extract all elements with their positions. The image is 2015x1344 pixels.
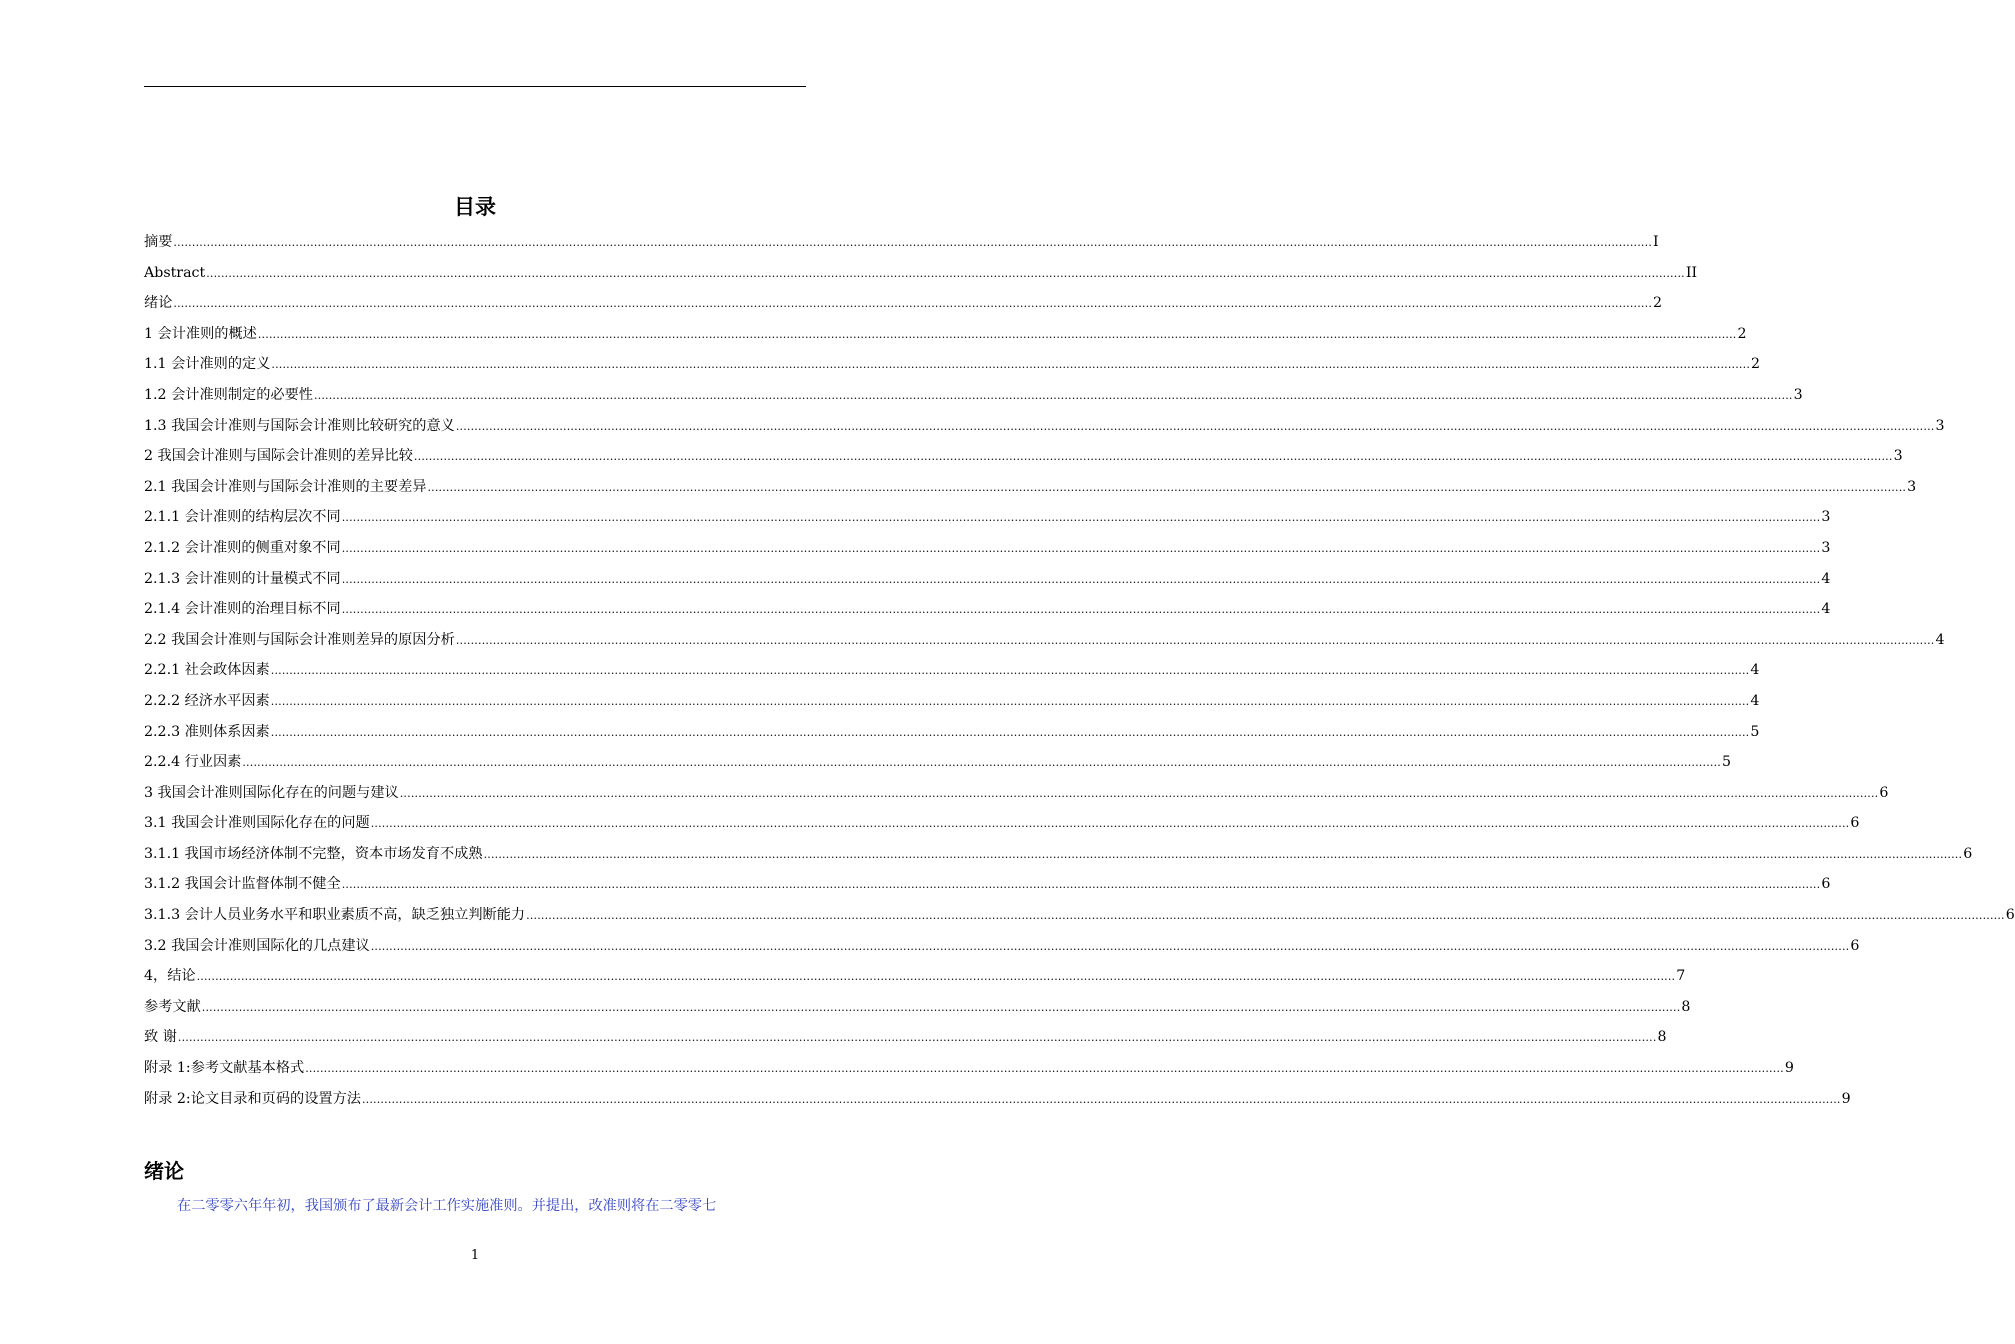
toc-entry[interactable] xyxy=(144,380,1803,411)
toc-entry[interactable] xyxy=(144,1022,1667,1053)
toc-dot-leader: ................................................................................................................................................................................................................................................................................................................................................................................................................ xyxy=(341,572,1821,586)
toc-dot-leader: ................................................................................................................................................................................................................................................................................................................................................................................................................ xyxy=(483,847,1963,861)
toc-entry[interactable] xyxy=(144,778,1889,809)
toc-entry-page: 3 xyxy=(1821,539,1831,556)
toc-entry-page: 6 xyxy=(1850,937,1860,954)
toc-entry[interactable] xyxy=(144,961,1686,992)
toc-entry-label: Abstract xyxy=(144,264,206,281)
toc-entry-label: 2.2.1 社会政体因素 xyxy=(144,662,270,679)
toc-entry[interactable] xyxy=(144,319,1747,350)
toc-entry[interactable] xyxy=(144,564,1831,595)
toc-entry[interactable] xyxy=(144,441,1903,472)
toc-entry-page: 9 xyxy=(1784,1060,1794,1077)
table-of-contents xyxy=(144,227,2015,1114)
toc-entry[interactable] xyxy=(144,992,1691,1023)
toc-entry-page: 2 xyxy=(1737,325,1747,342)
toc-dot-leader: ................................................................................................................................................................................................................................................................................................................................................................................................................ xyxy=(177,1031,1657,1045)
toc-entry-page: 6 xyxy=(1850,815,1860,832)
toc-entry[interactable] xyxy=(144,502,1831,533)
toc-dot-leader: ................................................................................................................................................................................................................................................................................................................................................................................................................ xyxy=(305,1062,1784,1076)
toc-entry-page: 4 xyxy=(1821,570,1831,587)
toc-entry-label: 2.2.2 经济水平因素 xyxy=(144,692,270,709)
toc-entry[interactable] xyxy=(144,686,1760,717)
toc-entry[interactable] xyxy=(144,808,1860,839)
toc-entry-label: 2.2 我国会计准则与国际会计准则差异的原因分析 xyxy=(144,631,455,648)
toc-entry-label: 2.2.3 准则体系因素 xyxy=(144,723,270,740)
toc-entry[interactable] xyxy=(144,411,1945,442)
toc-entry-page: 4 xyxy=(1935,631,1945,648)
toc-entry-page: 3 xyxy=(1893,448,1903,465)
toc-dot-leader: ................................................................................................................................................................................................................................................................................................................................................................................................................ xyxy=(270,725,1750,739)
toc-entry-page: 7 xyxy=(1676,968,1686,985)
toc-dot-leader: ................................................................................................................................................................................................................................................................................................................................................................................................................ xyxy=(173,297,1653,311)
toc-entry-page: 8 xyxy=(1681,998,1691,1015)
toc-entry[interactable] xyxy=(144,625,1945,656)
toc-entry-label: 2.1.3 会计准则的计量模式不同 xyxy=(144,570,341,587)
toc-entry-label: 附录 1:参考文献基本格式 xyxy=(144,1060,305,1077)
toc-dot-leader: ................................................................................................................................................................................................................................................................................................................................................................................................................ xyxy=(271,358,1751,372)
toc-dot-leader: ................................................................................................................................................................................................................................................................................................................................................................................................................ xyxy=(270,694,1750,708)
toc-entry-page: II xyxy=(1685,264,1698,281)
toc-entry-page: 6 xyxy=(1963,845,1973,862)
toc-entry[interactable] xyxy=(144,839,1973,870)
toc-dot-leader: ................................................................................................................................................................................................................................................................................................................................................................................................................ xyxy=(242,756,1721,770)
toc-entry[interactable] xyxy=(144,227,1659,258)
toc-title: 目录 xyxy=(454,195,496,219)
toc-dot-leader: ................................................................................................................................................................................................................................................................................................................................................................................................................ xyxy=(341,603,1821,617)
toc-dot-leader: ................................................................................................................................................................................................................................................................................................................................................................................................................ xyxy=(257,327,1737,341)
toc-entry-label: 2.1.2 会计准则的侧重对象不同 xyxy=(144,539,341,556)
toc-entry[interactable] xyxy=(144,258,1698,289)
toc-dot-leader: ................................................................................................................................................................................................................................................................................................................................................................................................................ xyxy=(313,388,1793,402)
toc-entry[interactable] xyxy=(144,1084,1851,1115)
toc-entry[interactable] xyxy=(144,931,1860,962)
toc-entry-page: 3 xyxy=(1821,509,1831,526)
body-paragraph: 在二零零六年年初，我国颁布了最新会计工作实施准则。并提出，改准则将在二零零七 xyxy=(177,1198,717,1214)
toc-entry-page: 3 xyxy=(1907,478,1917,495)
toc-entry-label: 4，结论 xyxy=(144,968,196,985)
toc-dot-leader: ................................................................................................................................................................................................................................................................................................................................................................................................................ xyxy=(427,480,1907,494)
toc-entry-page: 8 xyxy=(1657,1029,1667,1046)
toc-entry-label: 参考文献 xyxy=(144,998,201,1015)
toc-entry-page: 9 xyxy=(1841,1090,1851,1107)
toc-dot-leader: ................................................................................................................................................................................................................................................................................................................................................................................................................ xyxy=(370,939,1850,953)
toc-dot-leader: ................................................................................................................................................................................................................................................................................................................................................................................................................ xyxy=(370,817,1850,831)
toc-entry-label: 附录 2:论文目录和页码的设置方法 xyxy=(144,1090,361,1107)
toc-entry[interactable] xyxy=(144,655,1760,686)
toc-entry-page: 6 xyxy=(1821,876,1831,893)
toc-entry[interactable] xyxy=(144,472,1917,503)
header-rule xyxy=(144,86,806,87)
toc-entry-label: 3.1.2 我国会计监督体制不健全 xyxy=(144,876,341,893)
toc-entry-label: 1 会计准则的概述 xyxy=(144,325,257,342)
toc-dot-leader: ................................................................................................................................................................................................................................................................................................................................................................................................................ xyxy=(341,511,1821,525)
toc-entry-label: 1.2 会计准则制定的必要性 xyxy=(144,386,313,403)
toc-entry-label: 2.1.1 会计准则的结构层次不同 xyxy=(144,509,341,526)
toc-entry-label: 2.2.4 行业因素 xyxy=(144,754,242,771)
toc-entry-page: 4 xyxy=(1821,601,1831,618)
toc-dot-leader: ................................................................................................................................................................................................................................................................................................................................................................................................................ xyxy=(341,878,1821,892)
toc-entry-page: 6 xyxy=(2005,907,2015,924)
toc-dot-leader: ................................................................................................................................................................................................................................................................................................................................................................................................................ xyxy=(270,664,1750,678)
toc-entry-label: 3.2 我国会计准则国际化的几点建议 xyxy=(144,937,370,954)
toc-entry[interactable] xyxy=(144,533,1831,564)
toc-entry-page: 3 xyxy=(1793,386,1803,403)
toc-entry-label: 1.3 我国会计准则与国际会计准则比较研究的意义 xyxy=(144,417,455,434)
page-number: 1 xyxy=(470,1248,480,1263)
toc-entry[interactable] xyxy=(144,288,1663,319)
toc-entry-label: 3.1.1 我国市场经济体制不完整，资本市场发育不成熟 xyxy=(144,845,483,862)
toc-entry-label: 3.1.3 会计人员业务水平和职业素质不高，缺乏独立判断能力 xyxy=(144,907,526,924)
toc-entry-page: I xyxy=(1653,234,1659,250)
section-heading: 绪论 xyxy=(144,1159,184,1183)
toc-dot-leader: ................................................................................................................................................................................................................................................................................................................................................................................................................ xyxy=(201,1000,1681,1014)
toc-entry[interactable] xyxy=(144,1053,1794,1084)
toc-entry-label: 2.1.4 会计准则的治理目标不同 xyxy=(144,601,341,618)
toc-entry-label: 3 我国会计准则国际化存在的问题与建议 xyxy=(144,784,399,801)
toc-entry-label: 2.1 我国会计准则与国际会计准则的主要差异 xyxy=(144,478,427,495)
toc-entry-label: 摘要 xyxy=(144,234,173,250)
toc-entry-label: 3.1 我国会计准则国际化存在的问题 xyxy=(144,815,370,832)
toc-entry-page: 5 xyxy=(1750,723,1760,740)
toc-dot-leader: ................................................................................................................................................................................................................................................................................................................................................................................................................ xyxy=(206,266,1685,280)
toc-entry-label: 致 谢 xyxy=(144,1029,177,1046)
toc-dot-leader: ................................................................................................................................................................................................................................................................................................................................................................................................................ xyxy=(173,236,1653,249)
toc-entry-label: 1.1 会计准则的定义 xyxy=(144,356,271,373)
toc-entry[interactable] xyxy=(144,869,1831,900)
toc-dot-leader: ................................................................................................................................................................................................................................................................................................................................................................................................................ xyxy=(526,909,2005,923)
toc-entry-page: 2 xyxy=(1751,356,1761,373)
toc-entry-page: 4 xyxy=(1750,662,1760,679)
toc-entry[interactable] xyxy=(144,717,1760,748)
toc-entry-page: 5 xyxy=(1722,754,1732,771)
toc-dot-leader: ................................................................................................................................................................................................................................................................................................................................................................................................................ xyxy=(196,970,1676,984)
toc-entry-page: 3 xyxy=(1935,417,1945,434)
toc-entry-page: 2 xyxy=(1653,295,1663,312)
toc-dot-leader: ................................................................................................................................................................................................................................................................................................................................................................................................................ xyxy=(341,541,1821,555)
toc-entry-page: 6 xyxy=(1879,784,1889,801)
toc-dot-leader: ................................................................................................................................................................................................................................................................................................................................................................................................................ xyxy=(399,786,1879,800)
toc-entry-label: 2 我国会计准则与国际会计准则的差异比较 xyxy=(144,448,413,465)
toc-entry-label: 绪论 xyxy=(144,295,173,312)
toc-entry-page: 4 xyxy=(1750,692,1760,709)
toc-dot-leader: ................................................................................................................................................................................................................................................................................................................................................................................................................ xyxy=(455,419,1935,433)
toc-dot-leader: ................................................................................................................................................................................................................................................................................................................................................................................................................ xyxy=(361,1092,1841,1106)
toc-dot-leader: ................................................................................................................................................................................................................................................................................................................................................................................................................ xyxy=(413,450,1893,464)
toc-entry[interactable] xyxy=(144,747,1732,778)
toc-entry[interactable] xyxy=(144,900,2015,931)
toc-dot-leader: ................................................................................................................................................................................................................................................................................................................................................................................................................ xyxy=(455,633,1935,647)
toc-entry[interactable] xyxy=(144,594,1831,625)
toc-entry[interactable] xyxy=(144,349,1761,380)
